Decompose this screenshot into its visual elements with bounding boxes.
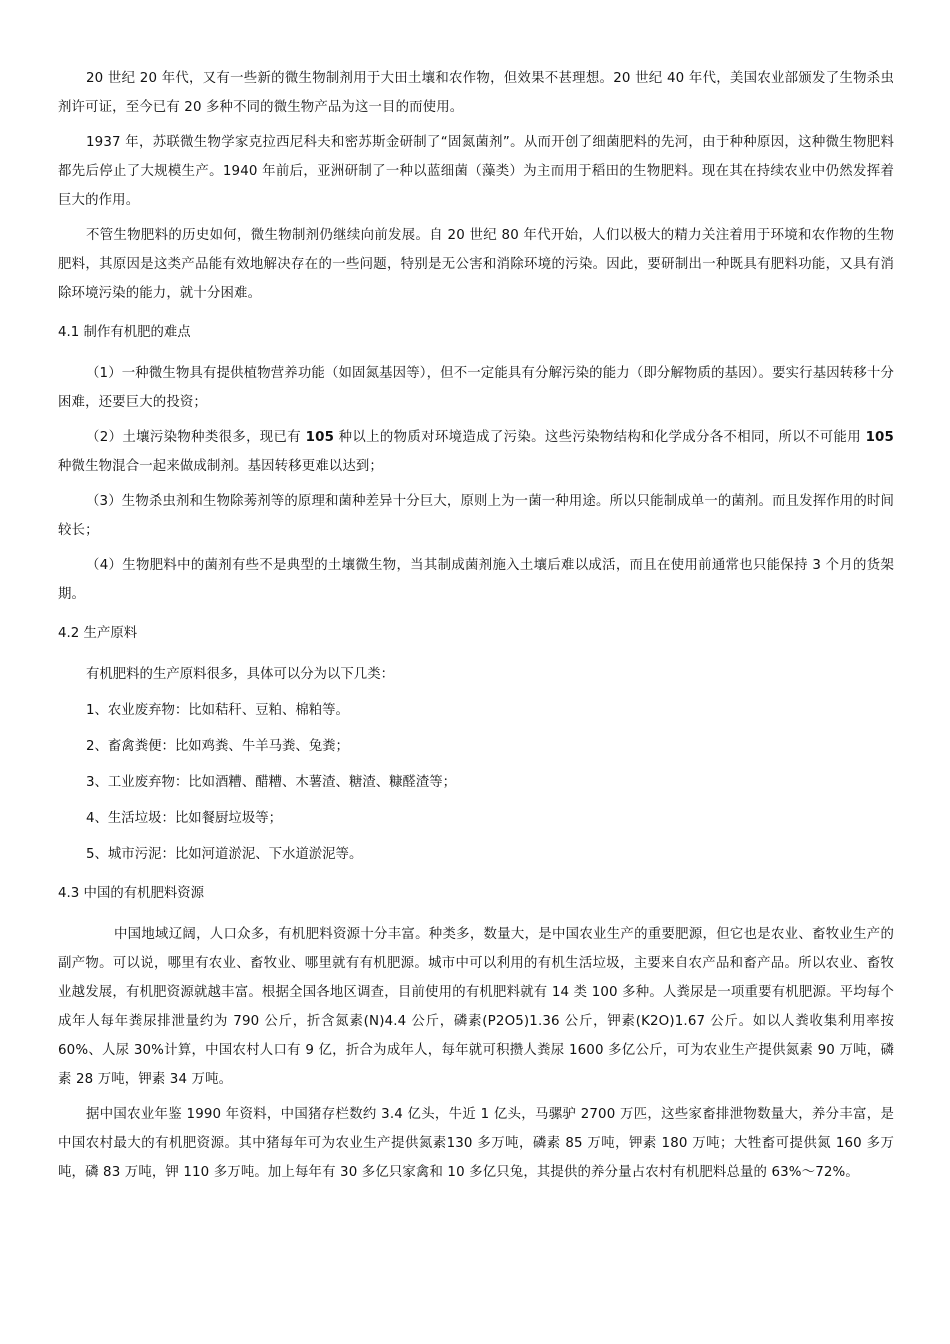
raw-material-item: 2、畜禽粪便：比如鸡粪、牛羊马粪、兔粪；: [86, 739, 349, 754]
difficulty-item-2-number-1: 105: [305, 430, 335, 445]
difficulty-item-2-text-a: （2）土壤污染物种类很多，现已有: [86, 430, 306, 445]
difficulty-item-2-text-b: 种以上的物质对环境造成了污染。这些污染物结构和化学成分各不相同，所以不可能用: [334, 430, 866, 445]
difficulty-item-3: （3）生物杀虫剂和生物除莠剂等的原理和菌种差异十分巨大，原则上为一菌一种用途。所以只能制成单一的菌剂。而且发挥作用的时间较长；: [58, 494, 894, 538]
raw-material-item: 4、生活垃圾：比如餐厨垃圾等；: [86, 811, 282, 826]
difficulty-item-2: [58, 423, 894, 481]
raw-material-item: 1、农业废弃物：比如秸秆、豆粕、棉粕等。: [86, 703, 349, 718]
raw-material-item: 3、工业废弃物：比如酒糟、醋糟、木薯渣、糖渣、糠醛渣等；: [86, 775, 457, 790]
history-paragraph-1: 20 世纪 20 年代，又有一些新的微生物制剂用于大田土壤和农作物，但效果不甚理想。20 世纪 40 年代，美国农业部颁发了生物杀虫剂许可证，至今已有 20 多种不同的微生物产品为这一目的而使用。: [58, 71, 894, 115]
section-heading-4-1: 4.1 制作有机肥的难点: [58, 325, 191, 340]
difficulty-item-2-text-c: 种微生物混合一起来做成制剂。基因转移更难以达到；: [58, 459, 383, 474]
raw-material-intro: 有机肥料的生产原料很多，具体可以分为以下几类：: [86, 667, 394, 682]
resource-paragraph-1: 中国地域辽阔，人口众多，有机肥料资源十分丰富。种类多，数量大，是中国农业生产的重要肥源，但它也是农业、畜牧业生产的副产物。可以说，哪里有农业、畜牧业、哪里就有有机肥源。城市中可以利用的有机生活垃圾，主要来自农产品和畜产品。所以农业、畜牧业越发展，有机肥资源就越丰富。根据全国各地区调查，目前使用的有机肥料就有 14 类 100 多种。人粪尿是一项重要有机肥源。平均每个成年人每年粪尿排泄量约为 790 公斤，折含氮素(N)4.4 公斤，磷素(P2O5)1.36 公斤，钾素(K2O)1.67 公斤。如以人粪收集利用率按 60%、人尿 30%计算，中国农村人口有 9 亿，折合为成年人，每年就可积攒人粪尿 1600 多亿公斤，可为农业生产提供氮素 90 万吨，磷素 28 万吨，钾素 34 万吨。: [58, 927, 894, 1087]
section-heading-4-3: 4.3 中国的有机肥料资源: [58, 886, 205, 901]
raw-material-item: 5、城市污泥：比如河道淤泥、下水道淤泥等。: [86, 847, 363, 862]
history-paragraph-2: 1937 年，苏联微生物学家克拉西尼科夫和密苏斯金研制了“固氮菌剂”。从而开创了细菌肥料的先河，由于种种原因，这种微生物肥料都先后停止了大规模生产。1940 年前后，亚洲研制了一种以蓝细菌（藻类）为主而用于稻田的生物肥料。现在其在持续农业中仍然发挥着巨大的作用。: [58, 135, 894, 208]
history-paragraph-3: 不管生物肥料的历史如何，微生物制剂仍继续向前发展。自 20 世纪 80 年代开始，人们以极大的精力关注着用于环境和农作物的生物肥料，其原因是这类产品能有效地解决存在的一些问题，特别是无公害和消除环境的污染。因此，要研制出一种既具有肥料功能，又具有消除环境污染的能力，就十分困难。: [58, 228, 894, 301]
resource-paragraph-2: 据中国农业年鉴 1990 年资料，中国猪存栏数约 3.4 亿头，牛近 1 亿头，马骡驴 2700 万匹，这些家畜排泄物数量大，养分丰富，是中国农村最大的有机肥资源。其中猪每年可为农业生产提供氮素130 多万吨，磷素 85 万吨，钾素 180 万吨；大牲畜可提供氮 160 多万吨，磷 83 万吨，钾 110 多万吨。加上每年有 30 多亿只家禽和 10 多亿只兔，其提供的养分量占农村有机肥料总量的 63%～72%。: [58, 1107, 894, 1180]
difficulty-item-2-number-2: 105: [865, 430, 894, 445]
document-page: [58, 64, 894, 1193]
difficulty-item-1: （1）一种微生物具有提供植物营养功能（如固氮基因等），但不一定能具有分解污染的能力（即分解物质的基因）。要实行基因转移十分困难，还要巨大的投资；: [58, 366, 894, 410]
difficulty-item-4: （4）生物肥料中的菌剂有些不是典型的土壤微生物，当其制成菌剂施入土壤后难以成活，而且在使用前通常也只能保持 3 个月的货架期。: [58, 558, 894, 602]
section-heading-4-2: 4.2 生产原料: [58, 626, 138, 641]
